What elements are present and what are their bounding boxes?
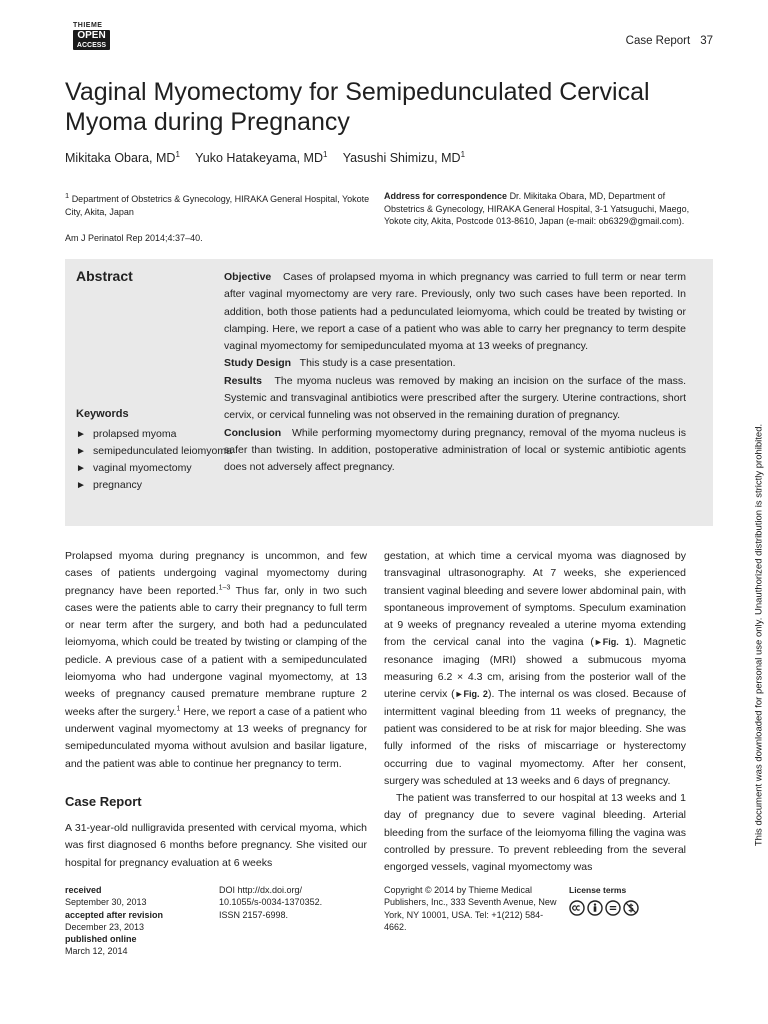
license-label: License terms xyxy=(569,885,627,895)
abstract-design: Study Design This study is a case presentation. xyxy=(224,357,456,370)
triangle-arrow-icon: ► xyxy=(76,429,86,440)
download-notice xyxy=(752,285,766,985)
author[interactable]: Yasushi Shimizu, $MD^1$ xyxy=(342,150,466,166)
author-list xyxy=(65,150,477,165)
abstract-conclusion: Conclusion While performing myomectomy during pregnancy, removal of the myoma nucleus is safer than twisting. In addition, postoperative administration of local or systemic antibiotic agents does not adversely affect pregnancy. xyxy=(224,426,686,474)
keywords-heading: Keywords xyxy=(76,408,129,420)
author[interactable]: Yuko Hatakeyama, $MD^1$ xyxy=(195,150,328,166)
case-paragraph-2: The patient was transferred to our hospital at 13 weeks and 1 day of pregnancy due to severe vaginal bleeding. Arterial bleeding from the surface of the leiomyoma filling the vagina was controlled by pressure. To prevent rebleeding from the several engorged vessels, vaginal myomectomy was xyxy=(384,792,686,874)
thieme-open-access-logo xyxy=(73,21,110,50)
license-icons[interactable] xyxy=(569,900,689,916)
author[interactable]: Mikitaka Obara, $MD^1$ xyxy=(65,150,180,166)
nc-icon xyxy=(623,900,639,916)
article-title: Vaginal Myomectomy for Semipedunculated Cervical Myoma during Pregnancy xyxy=(65,78,650,136)
abstract-objective: Objective Cases of prolapsed myoma in which pregnancy was carried to full term or near term after vaginal myomectomy are very rare. Previously, only two such cases have been reported. In addition, both those patients had a pedunculated leiomyoma, which could be treated by twisting or clamping. Here, we report a case of a patient who was able to carry her pregnancy to term despite vaginal myomectomy for semipedunculated myoma at 13 weeks of pregnancy. xyxy=(224,271,686,353)
keyword-item[interactable]: ► pregnancy xyxy=(76,477,233,494)
affiliation-marker: 1 xyxy=(65,191,70,200)
issn: ISSN 2157-6998. xyxy=(219,909,289,920)
triangle-arrow-icon: ► xyxy=(76,446,86,457)
triangle-arrow-icon: ► xyxy=(76,480,86,491)
intro-paragraph: Prolapsed myoma during pregnancy is uncommon, and few cases of patients undergoing vaginal myomectomy during pregnancy have been reported.$^{1-3}$ Thus far, only in two such cases were the patients able to carry their pregnancy to full term or near term after the surgery, and both had a pedunculated leiomyoma, which could be treated by twisting or clamping of the pedicle. A previous case of a patient with a semipedunculated leiomyoma who had undergone vaginal myomectomy, at 13 weeks of pregnancy caused premature membrane rupture 2 weeks after the surgery.$^1$ Here, we report a case of a patient who underwent vaginal myomectomy at 13 weeks of pregnancy for semipedunculated myoma without avulsion and basilar ligature, and the patient was able to continue her pregnancy to term. xyxy=(65,550,367,770)
doi-block xyxy=(219,884,369,921)
affiliation xyxy=(65,190,370,245)
abstract-text xyxy=(224,269,686,477)
keyword-item[interactable]: ► prolapsed myoma xyxy=(76,426,233,443)
reference-link[interactable]: 1 xyxy=(176,705,181,713)
download-notice-text: This document was downloaded for personal use only. Unauthorized distribution is strictly prohibited. xyxy=(753,423,765,847)
logo-line-2: OPEN xyxy=(73,30,110,41)
abstract-heading: Abstract xyxy=(76,268,133,284)
correspondence-text[interactable]: Dr. Mikitaka Obara, MD, Department of Obstetrics & Gynecology, HIRAKA General Hospital, 3-1 Yatsuguchi, Maego, Yokote city, Akita, Postcode 013-8610, Japan (e-mail: ob6329@gmail.com). xyxy=(384,191,690,226)
by-icon xyxy=(587,900,603,916)
affiliation-text: Department of Obstetrics & Gynecology, HIRAKA General Hospital, Yokote City, Akita, Japan xyxy=(65,194,370,217)
correspondence-label: Address for correspondence xyxy=(384,191,508,201)
case-paragraph-continued: gestation, at which time a cervical myoma was diagnosed by transvaginal ultrasonography. At 7 weeks, she experienced transient vaginal bleeding and severe lower abdominal pain, with spontaneous improvement of symptoms. Speculum examination at 9 weeks of pregnancy revealed a uterine myoma extending from the cervical canal into the vagina (►Fig. 1). Magnetic resonance imaging (MRI) showed a submucous myoma measuring 6.2 × 4.3 cm, arising from the posterior wall of the uterine cervix (►Fig. 2). The internal os was closed. Because of intermittent vaginal bleeding from 11 weeks of pregnancy, the patient was considered to be at risk for major bleeding. She was fully informed of the risks of miscarriage or hysterectomy occurring due to vaginal myomectomy. After her consent, surgery was scheduled at 13 weeks and 6 days of pregnancy. xyxy=(384,550,687,787)
cc-icon xyxy=(569,900,585,916)
logo-line-1: THIEME xyxy=(73,22,103,29)
figure-link[interactable]: ►Fig. 2 xyxy=(454,689,488,700)
keyword-item[interactable]: ► semipedunculated leiomyoma xyxy=(76,443,233,460)
keywords-list xyxy=(76,426,233,494)
abstract-results: Results The myoma nucleus was removed by making an incision on the surface of the mass. Systemic and transvaginal antibiotics were prescribed after the surgery. Uterine contractions, short cervix, or cervical funneling was not observed in the remaining duration of pregnancy. xyxy=(224,374,686,422)
section-label: Case Report xyxy=(625,35,691,47)
running-head xyxy=(626,35,713,47)
case-report-heading: Case Report xyxy=(65,793,142,809)
doi-link[interactable]: DOI http://dx.doi.org/ xyxy=(219,885,303,895)
license-block xyxy=(569,884,689,916)
figure-link[interactable]: ►Fig. 1 xyxy=(593,637,631,648)
triangle-arrow-icon: ► xyxy=(76,463,86,474)
correspondence xyxy=(384,190,704,228)
case-paragraph: A 31-year-old nulligravida presented with cervical myoma, which was first diagnosed 6 months before pregnancy. She visited our hospital for pregnancy evaluation at 6 weeks xyxy=(65,822,367,869)
article-dates: received September 30, 2013 accepted after revision December 23, 2013 published online March 12, 2014 xyxy=(65,885,164,957)
body-column-right xyxy=(384,548,686,877)
doi-link-suffix[interactable]: 10.1055/s-0034-1370352. xyxy=(219,897,323,908)
keyword-item[interactable]: ► vaginal myomectomy xyxy=(76,460,233,477)
page-number: 37 xyxy=(700,35,713,47)
reference-link[interactable]: 1–3 xyxy=(218,584,231,592)
body-column-left xyxy=(65,548,367,872)
nd-icon xyxy=(605,900,621,916)
abstract-box xyxy=(65,259,713,526)
journal-citation: Am J Perinatol Rep 2014;4:37–40. xyxy=(65,233,203,243)
copyright: Copyright © 2014 by Thieme Medical Publishers, Inc., 333 Seventh Avenue, New York, NY 10001, USA. Tel: +1(212) 584-4662. xyxy=(384,885,557,932)
logo-line-3: ACCESS xyxy=(73,41,110,50)
